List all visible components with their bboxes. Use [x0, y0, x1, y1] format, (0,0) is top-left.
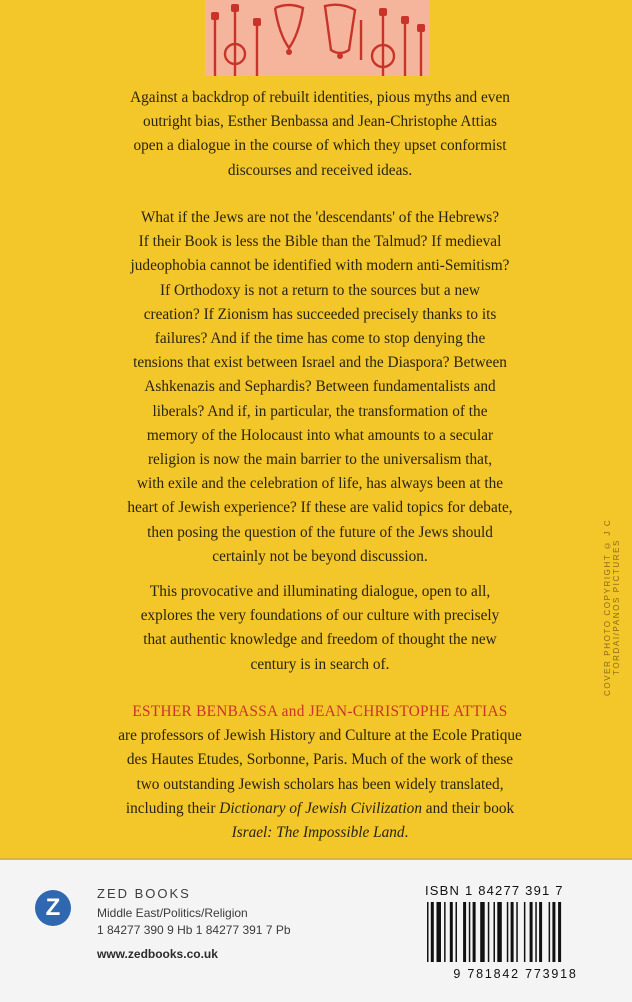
text-line: then posing the question of the future of the Jews should [147, 523, 493, 541]
book-title: Israel: The Impossible Land [231, 824, 405, 842]
blurb-intro [70, 86, 570, 183]
text-line: explores the very foundations of our culture with precisely [140, 607, 500, 625]
book-title: Dictionary of Jewish Civilization [219, 799, 422, 817]
photo-credit: COVER PHOTO COPYRIGHT © J C TORDAI/PANOS PICTURES [603, 518, 621, 697]
text-line: memory of the Holocaust into what amounts to a secular [146, 426, 494, 444]
text-line: with exile and the celebration of life, has always been at the [136, 475, 504, 493]
author-bio [70, 700, 570, 845]
text-line: What if the Jews are not the 'descendants' of the Hebrews? [140, 209, 500, 226]
text-line: liberals? And if, in particular, the transformation of the [152, 402, 488, 420]
text-line: failures? And if the time has come to stop denying the [154, 330, 486, 348]
text-line: creation? If Zionism has succeeded precisely thanks to its [143, 305, 497, 323]
isbn-list: 1 84277 390 9 Hb 1 84277 391 7 Pb [97, 923, 291, 937]
text-line: If their Book is less the Bible than the Talmud? If medieval [138, 233, 502, 251]
isbn-label: ISBN 1 84277 391 7 [425, 883, 564, 898]
barcode-number: 9 781842 773918 [453, 967, 578, 981]
text-line: century is in search of. [250, 655, 390, 673]
text-line: Ashkenazis and Sephardis? Between fundamentalists and [144, 378, 496, 396]
text-line: are professors of Jewish History and Culture at the Ecole Pratique [118, 727, 522, 745]
text-line: This provocative and illuminating dialogue, open to all, [149, 583, 491, 600]
text-line: two outstanding Jewish scholars has been widely translated, [136, 775, 504, 793]
subject-category: Middle East/Politics/Religion [97, 906, 248, 920]
text-line: Against a backdrop of rebuilt identities, pious myths and even [130, 89, 510, 106]
text-line: open a dialogue in the course of which they upset conformist [133, 137, 507, 155]
text-line: religion is now the main barrier to the universalism that, [147, 451, 493, 469]
cover-photo-strip [205, 0, 430, 76]
text-line [70, 797, 570, 821]
text-fragment: including their [125, 799, 220, 817]
barcode-icon [425, 902, 607, 962]
publisher-website: www.zedbooks.co.uk [97, 947, 218, 961]
publisher-name: ZED BOOKS [97, 886, 191, 901]
text-line: If Orthodoxy is not a return to the sources but a new [160, 281, 480, 299]
text-line: outright bias, Esther Benbassa and Jean-Christophe Attias [143, 113, 497, 131]
text-line: that authentic knowledge and freedom of thought the new [143, 631, 497, 649]
text-line: heart of Jewish experience? If these are valid topics for debate, [127, 499, 513, 517]
text-line: tensions that exist between Israel and the Diaspora? Between [133, 354, 507, 372]
text-fragment: . [404, 824, 409, 842]
blurb-closing [70, 580, 570, 677]
text-line: judeophobia cannot be identified with modern anti-Semitism? [130, 257, 510, 275]
text-line: certainly not be beyond discussion. [212, 547, 428, 565]
blurb-questions [70, 206, 570, 569]
text-fragment: and their book [421, 799, 515, 817]
text-line: discourses and received ideas. [227, 161, 413, 179]
zed-logo-icon: Z [35, 890, 71, 926]
text-line: des Hautes Etudes, Sorbonne, Paris. Much of the work of these [126, 751, 514, 769]
text-line [70, 821, 570, 845]
author-names: ESTHER BENBASSA and JEAN-CHRISTOPHE ATTIAS [132, 703, 508, 720]
